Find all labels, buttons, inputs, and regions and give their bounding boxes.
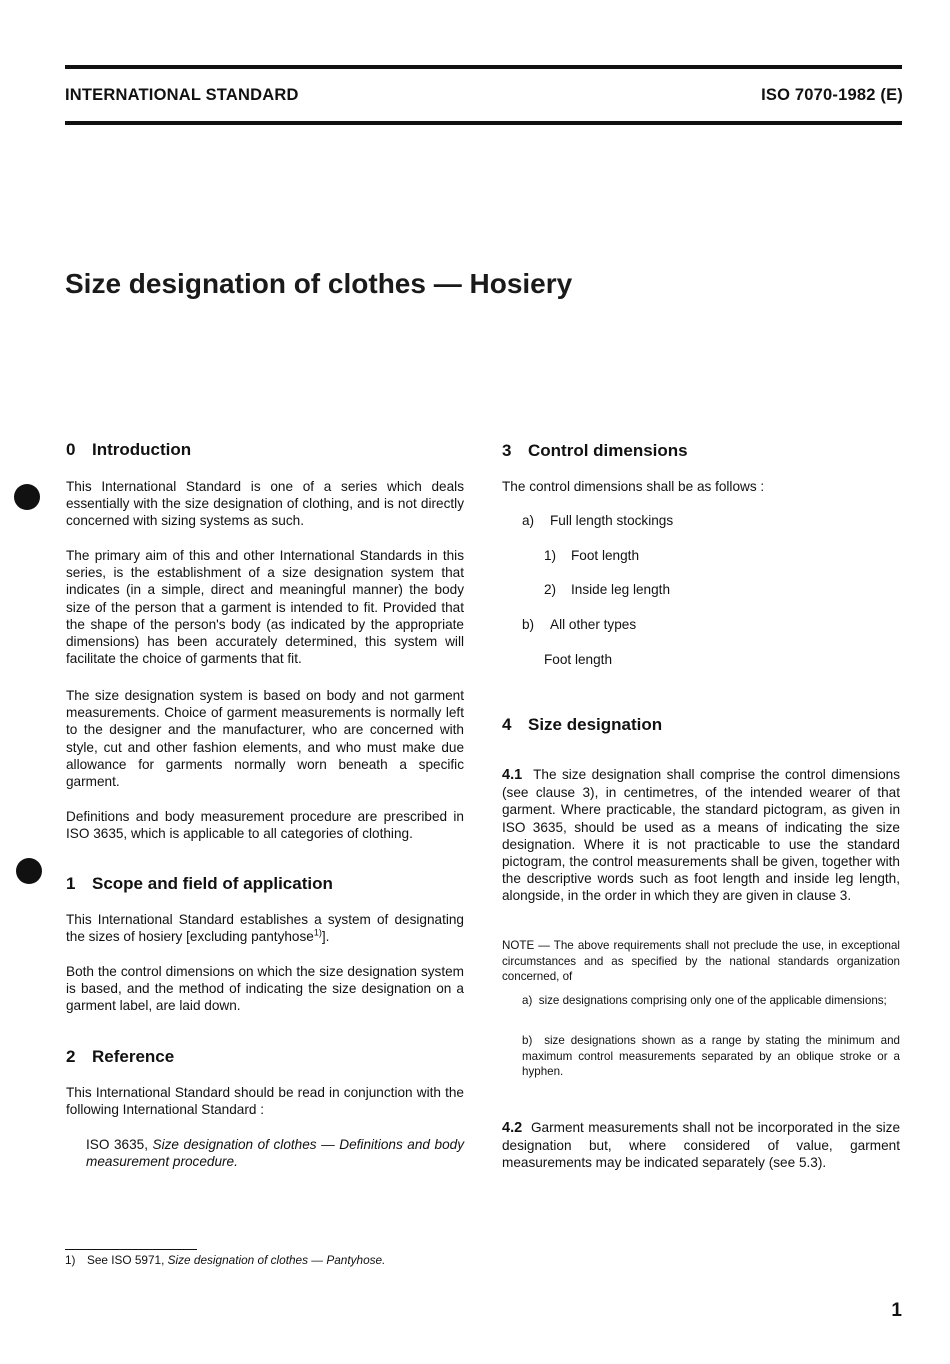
reference-paragraph: This International Standard should be read in conjunction with the following International Standard : bbox=[66, 1085, 464, 1118]
heading-control-dimensions: 3 Control dimensions bbox=[502, 441, 688, 460]
intro-paragraph-4: Definitions and body measurement procedure are prescribed in ISO 3635, which is applicable to all categories of clothing. bbox=[66, 809, 464, 842]
heading-reference: 2 Reference bbox=[66, 1047, 175, 1066]
footnote-marker: 1) bbox=[313, 927, 322, 938]
intro-paragraph-2: The primary aim of this and other International Standards in this series, is the establishment of a size designation system that indicates (in a simple, direct and meaningful manner) the body size of the person that a garment is intended to fit. Provided that the shape of the person's body (as indicated by the appropriate dimensions) has been accurately determined, this system will facilitate the choice of garments that fit. bbox=[66, 548, 464, 667]
header-top-rule bbox=[65, 65, 902, 69]
control-item-a1: 1) Foot length bbox=[544, 548, 640, 563]
note-item-b: b) size designations shown as a range by stating the minimum and maximum control measurements separated by an oblique stroke or a hyphen. bbox=[522, 1034, 900, 1078]
page-number: 1 bbox=[891, 1300, 902, 1321]
footnote: 1) See ISO 5971, Size designation of clothes — Pantyhose. bbox=[65, 1253, 386, 1267]
heading-scope: 1 Scope and field of application bbox=[66, 874, 333, 893]
control-item-a2: 2) Inside leg length bbox=[544, 582, 671, 597]
heading-size-designation: 4 Size designation bbox=[502, 715, 663, 734]
reference-citation: ISO 3635, Size designation of clothes — Definitions and body measurement procedure. bbox=[86, 1137, 465, 1170]
header-bottom-rule bbox=[65, 121, 902, 125]
heading-introduction: 0 Introduction bbox=[66, 440, 192, 459]
document-title: Size designation of clothes — Hosiery bbox=[65, 268, 573, 299]
control-intro: The control dimensions shall be as follows : bbox=[502, 479, 765, 494]
footnote-rule bbox=[65, 1249, 197, 1250]
margin-dot bbox=[14, 484, 40, 510]
intro-paragraph-1: This International Standard is one of a series which deals essentially with the size designation of clothing, and is not directly concerned with sizing systems as such. bbox=[66, 479, 464, 529]
header-right: ISO 7070-1982 (E) bbox=[761, 86, 903, 104]
control-item-b: b) All other types bbox=[522, 617, 637, 632]
clause-4-1: 4.1 The size designation shall comprise the control dimensions (see clause 3), in centimetres, of the intended wearer of that garment. Where practicable, the standard pictogram, as given in ISO 3635, should be used as a means of indicating the size designation. Where it is not practicable to use the standard pictogram, the control measurements shall be given, together with the descriptive words such as foot length and inside leg length, alongside, in the order in which they are given in clause 3. bbox=[502, 767, 900, 904]
margin-dot bbox=[16, 858, 42, 884]
scope-paragraph-1: This International Standard establishes a system of designating the sizes of hosiery [excluding pantyhose$^{1)}$]. bbox=[66, 912, 464, 945]
note-item-a: a) size designations comprising only one of the applicable dimensions; bbox=[522, 994, 887, 1007]
note-paragraph: NOTE — The above requirements shall not preclude the use, in exceptional circumstances and as specified by the national standards organization concerned, of bbox=[502, 939, 900, 983]
control-item-a: a) Full length stockings bbox=[522, 513, 674, 528]
control-item-b-sub: Foot length bbox=[544, 652, 613, 667]
intro-paragraph-3: The size designation system is based on body and not garment measurements. Choice of garment measurements is normally left to the designer and the manufacturer, who are concerned with style, cut and other fashion elements, and who must make due allowance for garments normally worn beneath a specific garment. bbox=[66, 688, 464, 790]
scope-paragraph-2: Both the control dimensions on which the size designation system is based, and the method of indicating the size designation on a garment label, are laid down. bbox=[66, 964, 464, 1014]
header-left: INTERNATIONAL STANDARD bbox=[65, 86, 299, 104]
clause-4-2: 4.2 Garment measurements shall not be incorporated in the size designation but, where considered of value, garment measurements may be indicated separately (see 5.3). bbox=[502, 1120, 901, 1171]
